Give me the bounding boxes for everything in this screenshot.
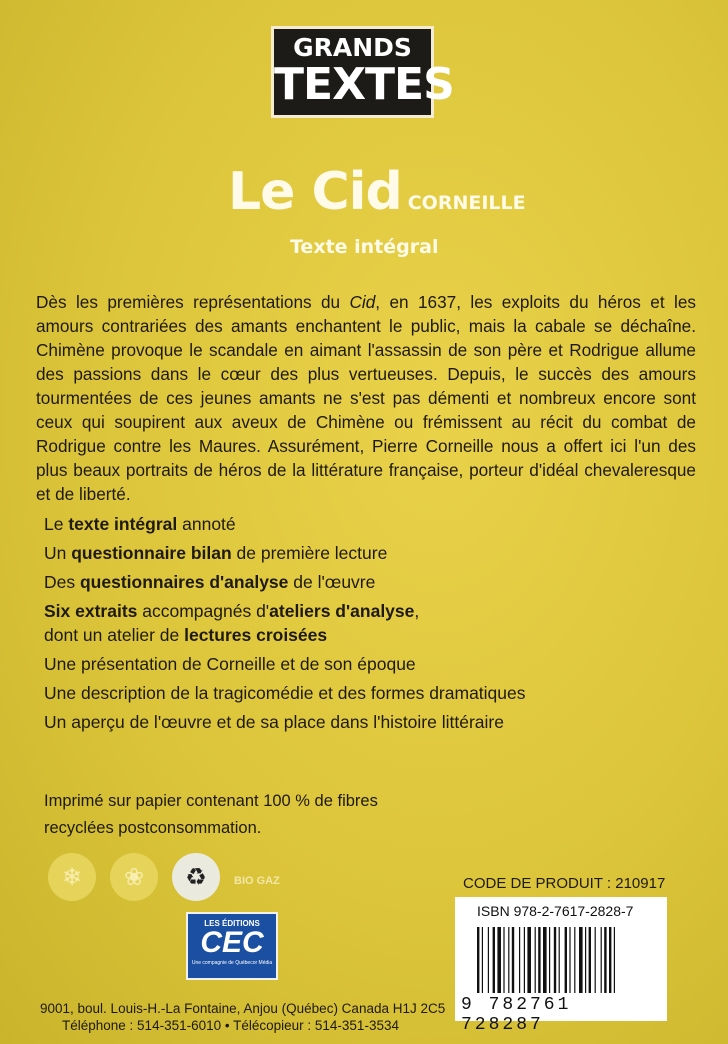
- biogaz-icon: [234, 867, 280, 887]
- product-code: CODE DE PRODUIT : 210917: [463, 875, 666, 892]
- book-subtitle: Texte intégral: [290, 236, 439, 258]
- title-text: Le Cid: [228, 162, 402, 222]
- desc-part-2: , en 1637, les exploits du héros et les amours contrariées des amants enchantent le public, mais la cabale se déchaîne. Chimène provoque le scandale en aimant l'assassin de son père et Rodrigue allume des passions dans le cœur des plus vertueuses. Depuis, le succès des amours tourmentées de ces jeunes amants ne s'est pas démenti et nombreux encore sont ceux qui soupirent aux aveux de Chimène ou frémissent au récit du combat de Rodrigue contre les Maures. Assurément, Pierre Corneille nous a offert ici l'un des plus beaux portraits de héros de la littérature française, porteur d'idéal chevaleresque et de liberté.: [36, 292, 696, 504]
- collection-logo: [271, 26, 454, 118]
- maple-leaf-icon: ❄: [48, 853, 96, 901]
- book-title: [228, 162, 526, 222]
- author-name: CORNEILLE: [407, 192, 526, 214]
- address-line-2: Téléphone : 514-351-6010 • Télécopieur : 514-351-3534: [62, 1018, 399, 1033]
- publisher-logo: [186, 912, 278, 980]
- recycle-icon: ♻: [172, 853, 220, 901]
- feature-item: Une présentation de Corneille et de son époque: [44, 654, 416, 674]
- description-paragraph: [36, 290, 696, 506]
- publisher-address: [40, 1000, 445, 1034]
- feature-item: Une description de la tragicomédie et des formes dramatiques: [44, 683, 526, 703]
- desc-part-1: Dès les premières représentations du: [36, 292, 350, 312]
- desc-italic-title: Cid: [349, 292, 376, 312]
- barcode-digits: 9 782761 728287: [461, 995, 572, 1035]
- feature-list: [44, 512, 684, 739]
- logo-line-1: GRANDS: [293, 33, 412, 62]
- publisher-tagline: Une compagnie de Québecor Média: [191, 960, 273, 966]
- publisher-top: LES ÉDITIONS: [204, 919, 260, 928]
- barcode: [477, 927, 655, 993]
- biogaz-label: BIO GAZ: [234, 875, 280, 887]
- eco-icons: [48, 853, 280, 901]
- barcode-panel: [455, 897, 667, 1035]
- logo-line-2: TEXTES: [274, 59, 454, 110]
- address-line-1: 9001, boul. Louis-H.-La Fontaine, Anjou (Québec) Canada H1J 2C5: [40, 1001, 446, 1016]
- description: [36, 290, 696, 506]
- feature-item: Un aperçu de l'œuvre et de sa place dans l'histoire littéraire: [44, 712, 504, 732]
- publisher-name: CEC: [200, 926, 264, 959]
- recycle-note-line-2: recyclées postconsommation.: [44, 819, 262, 837]
- wheat-icon: ❀: [110, 853, 158, 901]
- feature-item: Six extraits accompagnés d'ateliers d'analyse, dont un atelier de lectures croisées: [44, 601, 420, 645]
- isbn-text: ISBN 978-2-7617-2828-7: [477, 903, 634, 919]
- recycled-paper-note: [44, 788, 378, 842]
- feature-item: Un questionnaire bilan de première lecture: [44, 543, 388, 563]
- feature-item: Le texte intégral annoté: [44, 514, 236, 534]
- feature-item: Des questionnaires d'analyse de l'œuvre: [44, 572, 376, 592]
- recycle-note-line-1: Imprimé sur papier contenant 100 % de fibres: [44, 792, 378, 810]
